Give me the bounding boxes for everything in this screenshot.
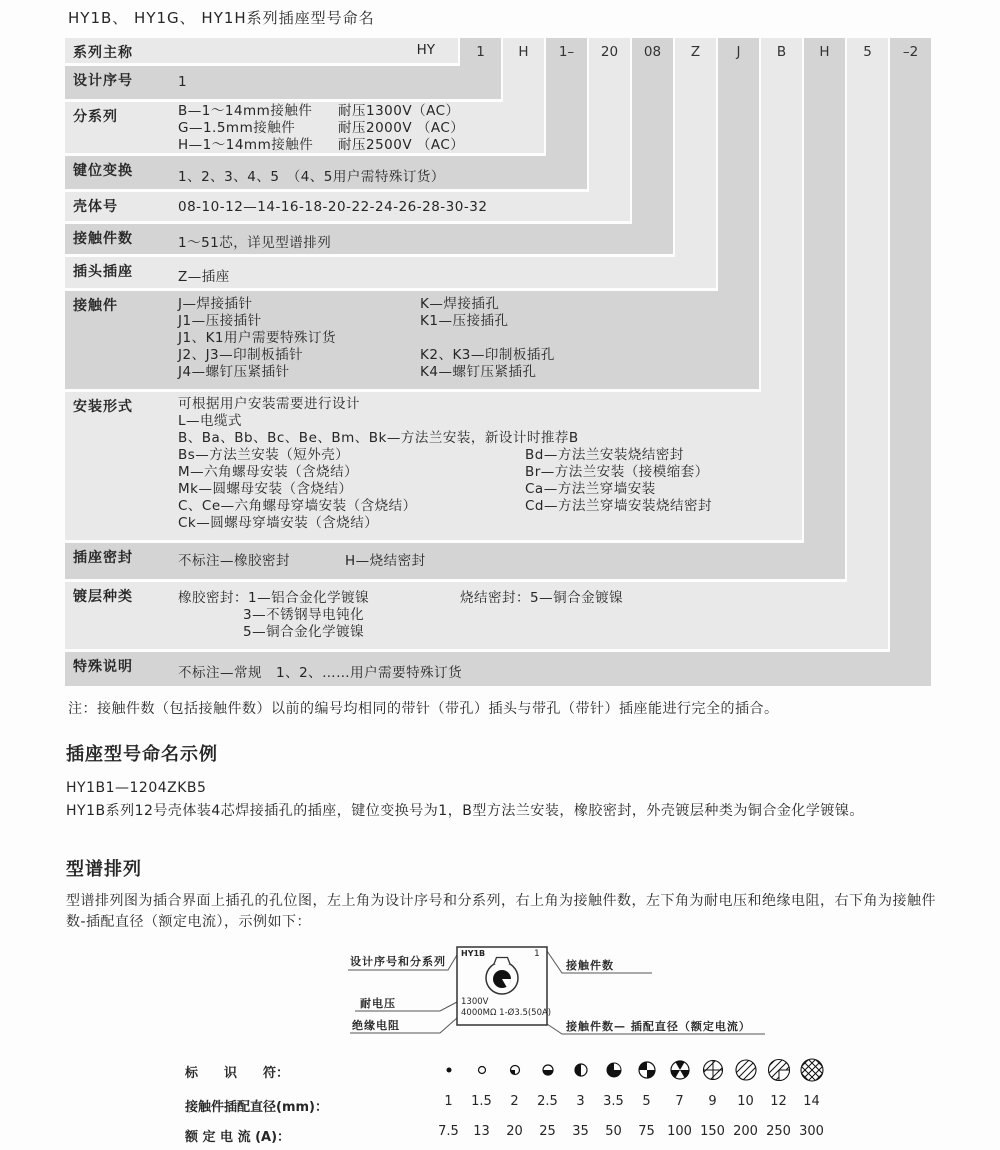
current-value: 25 (539, 1124, 556, 1139)
code-label: H (819, 44, 830, 60)
current-value: 250 (766, 1124, 791, 1139)
plating-3: 3—不锈钢导电钝化 (243, 607, 365, 623)
label-insulation-resistance: 绝缘电阻 (352, 1019, 400, 1032)
code-label: H (518, 44, 529, 60)
code-label: 1– (558, 44, 575, 60)
marker-2mm-icon (498, 1054, 531, 1086)
row-label: 设计序号 (73, 73, 133, 89)
contact-k1: K1—压接插孔 (420, 313, 509, 329)
mount-design-note: 可根据用户安装需要进行设计 (178, 396, 360, 412)
contact-k2: K2、K3—印制板插孔 (420, 347, 555, 363)
label-withstand-voltage: 耐电压 (360, 997, 396, 1010)
marker-1.5mm-icon (465, 1054, 498, 1086)
marker-3.5mm-icon (597, 1054, 630, 1086)
row-value: 1～51芯，详见型谱排列 (178, 235, 332, 251)
code-column-H2 (804, 38, 845, 579)
row-label: 镀层种类 (73, 589, 133, 605)
current-value: 20 (506, 1124, 523, 1139)
row-label: 特殊说明 (73, 659, 133, 675)
connector-diagram-graphics (0, 945, 1000, 1050)
contact-k4: K4—螺钉压紧插孔 (420, 364, 537, 380)
row-contact-type (65, 291, 759, 389)
row-label: 安装形式 (73, 399, 133, 415)
code-label: 5 (863, 44, 872, 60)
example-heading: 插座型号命名示例 (66, 744, 218, 765)
current-value: 7.5 (438, 1124, 459, 1139)
marker-table (0, 1052, 1000, 1148)
plating-5: 5—铜合金化学镀镍 (243, 624, 365, 640)
seal-h: H—烧结密封 (345, 553, 426, 569)
model-naming-table (0, 38, 1000, 688)
code-label: Z (690, 44, 701, 60)
row-design-number (65, 66, 501, 99)
row-series-main (65, 38, 458, 63)
contact-k: K—焊接插孔 (420, 296, 500, 312)
code-label: J (736, 44, 741, 60)
row-contact-count (65, 224, 673, 254)
row-plug-socket (65, 257, 716, 288)
diameter-value: 5 (642, 1094, 651, 1109)
row-plating-type (65, 582, 888, 649)
current-value: 300 (799, 1124, 824, 1139)
code-label: 20 (600, 44, 619, 60)
row-special-note (65, 652, 931, 686)
row-label: 分系列 (73, 109, 118, 125)
marker-12mm-icon (762, 1054, 795, 1086)
contact-j2: J2、J3—印制板插针 (178, 347, 304, 363)
series-prefix: HY (416, 42, 435, 58)
marker-9mm-icon (696, 1054, 729, 1086)
subseries-h: H—1～14mm接触件 (178, 137, 314, 153)
diameter-value: 9 (708, 1094, 717, 1109)
page-title: HY1B、 HY1G、 HY1H系列插座型号命名 (68, 9, 375, 27)
box-resistance-value: 4000MΩ 1-Ø3.5(50A) (461, 1008, 552, 1018)
diameter-value: 12 (770, 1094, 787, 1109)
code-label: 1 (476, 44, 485, 60)
mount-m: M—六角螺母安装（含烧结） (178, 464, 359, 480)
current-value: 100 (667, 1124, 692, 1139)
mount-cd: Cd—方法兰穿墙安装烧结密封 (525, 498, 712, 514)
code-column-08 (632, 38, 673, 254)
contact-note: J1、K1用户需要特殊订货 (178, 330, 337, 346)
mount-br: Br—方法兰安装（接模缩套） (525, 464, 709, 480)
row-shell-number (65, 192, 630, 221)
connector-diagram (0, 945, 1000, 1050)
row-mount-form (65, 392, 802, 540)
subseries-g-voltage: 耐压2000V （AC） (338, 120, 465, 136)
mount-flange: B、Ba、Bb、Bc、Be、Bm、Bk—方法兰安装，新设计时推荐B (178, 430, 579, 446)
diameter-value: 2.5 (537, 1094, 558, 1109)
current-row-label: 额 定 电 流 (A)： (185, 1130, 291, 1145)
mount-mk: Mk—圆螺母安装（含烧结） (178, 481, 353, 497)
label-design-subseries: 设计序号和分系列 (350, 955, 446, 968)
current-value: 50 (605, 1124, 622, 1139)
marker-2.5mm-icon (531, 1054, 564, 1086)
row-label: 接触件数 (73, 231, 133, 247)
marker-5mm-icon (630, 1054, 663, 1086)
plating-sinter: 烧结密封：5—铜合金镀镍 (460, 590, 624, 606)
diameter-value: 1.5 (471, 1094, 492, 1109)
code-column-minus2 (890, 38, 931, 686)
row-value: 1 (178, 74, 188, 90)
row-label: 系列主称 (73, 45, 133, 61)
current-value: 200 (733, 1124, 758, 1139)
row-subseries (65, 102, 544, 153)
code-label: B (776, 44, 787, 60)
marker-3mm-icon (564, 1054, 597, 1086)
row-value: 1、2、3、4、5 （4、5用户需特殊订货） (178, 169, 445, 185)
diameter-value: 3.5 (603, 1094, 624, 1109)
plating-rubber: 橡胶密封：1—铝合金化学镀镍 (178, 590, 370, 606)
box-corner-count: 1 (534, 949, 540, 959)
row-socket-seal (65, 543, 845, 579)
code-label: 08 (643, 44, 662, 60)
row-label: 插头插座 (73, 264, 133, 280)
current-value: 150 (700, 1124, 725, 1139)
diameter-value: 14 (803, 1094, 820, 1109)
code-column-5 (847, 38, 888, 649)
spectrum-heading: 型谱排列 (66, 859, 142, 880)
example-description: HY1B系列12号壳体装4芯焊接插孔的插座，键位变换号为1，B型方法兰安装，橡胶密封，外壳镀层种类为铜合金化学镀镍。 (66, 803, 864, 819)
row-label: 键位变换 (73, 163, 133, 179)
marker-1mm-icon (432, 1054, 465, 1086)
spectrum-description: 型谱排列图为插合界面上插孔的孔位图，左上角为设计序号和分系列，右上角为接触件数，左下角为耐电压和绝缘电阻，右下角为接触件数-插配直径（额定电流），示例如下： (66, 893, 936, 930)
contact-j4: J4—螺钉压紧插针 (178, 364, 290, 380)
diameter-value: 3 (576, 1094, 585, 1109)
marker-row-label: 标 识 符： (185, 1066, 290, 1081)
subseries-g: G—1.5mm接触件 (178, 120, 296, 136)
marker-14mm-icon (795, 1054, 828, 1086)
example-model-number: HY1B1—1204ZKB5 (66, 780, 207, 796)
row-label: 接触件 (73, 298, 118, 314)
mount-ca: Ca—方法兰穿墙安装 (525, 481, 656, 497)
mount-bs: Bs—方法兰安装（短外壳） (178, 447, 350, 463)
row-key-position (65, 156, 587, 189)
current-value: 75 (638, 1124, 655, 1139)
row-label: 壳体号 (73, 199, 118, 215)
row-value: 08-10-12—14-16-18-20-22-24-26-28-30-32 (178, 199, 488, 215)
current-value: 35 (572, 1124, 589, 1139)
mount-cable: L—电缆式 (178, 413, 243, 429)
diameter-value: 2 (510, 1094, 519, 1109)
mount-ck: Ck—圆螺母穿墙安装（含烧结） (178, 515, 379, 531)
seal-default: 不标注—橡胶密封 (178, 553, 290, 569)
subseries-h-voltage: 耐压2500V （AC） (338, 137, 465, 153)
diameter-row-label: 接触件插配直径(mm)： (185, 1100, 328, 1115)
marker-7mm-icon (663, 1054, 696, 1086)
contact-j: J—焊接插针 (178, 296, 253, 312)
row-value: 不标注—常规 1、2、……用户需要特殊订货 (178, 665, 463, 681)
code-label: –2 (902, 44, 919, 60)
diameter-value: 1 (444, 1094, 453, 1109)
mount-bd: Bd—方法兰安装烧结密封 (525, 447, 684, 463)
subseries-b-voltage: 耐压1300V（AC） (338, 103, 460, 119)
diameter-value: 10 (737, 1094, 754, 1109)
box-voltage-value: 1300V (461, 997, 489, 1007)
row-value: Z—插座 (178, 269, 230, 285)
marker-10mm-icon (729, 1054, 762, 1086)
footnote: 注：接触件数（包括接触件数）以前的编号均相同的带针（带孔）插头与带孔（带针）插座能进行完全的插合。 (68, 701, 779, 717)
code-column-Z (675, 38, 716, 288)
contact-j1: J1—压接插针 (178, 313, 262, 329)
label-diameter-current: 接触件数— 插配直径（额定电流） (566, 1020, 751, 1033)
box-corner-series: HY1B (461, 949, 486, 958)
subseries-b: B—1～14mm接触件 (178, 103, 313, 119)
row-label: 插座密封 (73, 550, 133, 566)
diameter-value: 7 (675, 1094, 684, 1109)
label-contact-count: 接触件数 (566, 959, 614, 972)
current-value: 13 (473, 1124, 490, 1139)
mount-c: C、Ce—六角螺母穿墙安装（含烧结） (178, 498, 417, 514)
